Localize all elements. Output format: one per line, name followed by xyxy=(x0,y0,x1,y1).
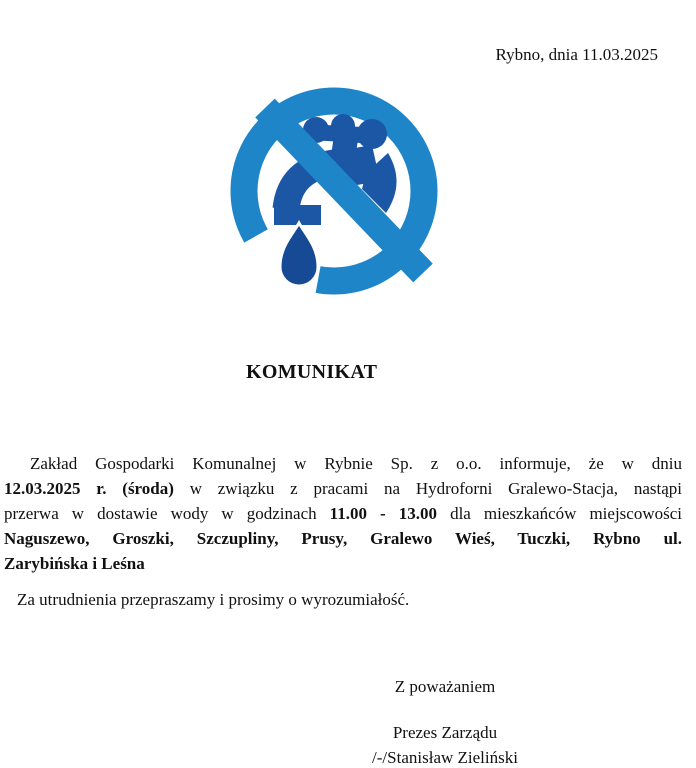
body-line-1 xyxy=(4,451,682,476)
body-line-4 xyxy=(4,526,682,551)
no-water-icon xyxy=(230,87,438,297)
localities-emphasis: Naguszewo, Groszki, Szczupliny, Prusy, Gralewo Wieś, Tuczki, Rybno ul. xyxy=(4,529,682,548)
signature-name: /-/Stanisław Zieliński xyxy=(372,748,518,767)
body-line-2 xyxy=(4,476,682,501)
page-title: KOMUNIKAT xyxy=(246,361,378,383)
body-line-5 xyxy=(4,551,682,576)
closing-line: Z poważaniem xyxy=(394,677,496,696)
signature-role: Prezes Zarządu xyxy=(392,723,498,742)
no-water-icon-svg xyxy=(230,87,438,297)
tap-spout-opening xyxy=(274,205,321,225)
body-text: dla mieszkańców miejscowości xyxy=(437,504,682,523)
date-line: Rybno, dnia 11.03.2025 xyxy=(495,45,658,64)
signature-block xyxy=(355,674,535,768)
apology-line: Za utrudnienia przepraszamy i prosimy o wyrozumiałość. xyxy=(17,590,410,609)
date-emphasis: 12.03.2025 r. (środa) xyxy=(4,479,174,498)
announcement-body xyxy=(0,451,696,576)
water-drop-icon xyxy=(280,223,318,286)
localities-emphasis: Zarybińska i Leśna xyxy=(4,554,145,573)
body-text: w związku z pracami na Hydroforni Gralewo-Stacja, nastąpi xyxy=(173,479,682,498)
hours-emphasis: 11.00 - 13.00 xyxy=(329,504,438,523)
body-line-3 xyxy=(4,501,682,526)
body-text: Zakład Gospodarki Komunalnej w Rybnie Sp. z o.o. informuje, że w dniu xyxy=(30,454,682,473)
body-text: przerwa w dostawie wody w godzinach xyxy=(4,504,330,523)
